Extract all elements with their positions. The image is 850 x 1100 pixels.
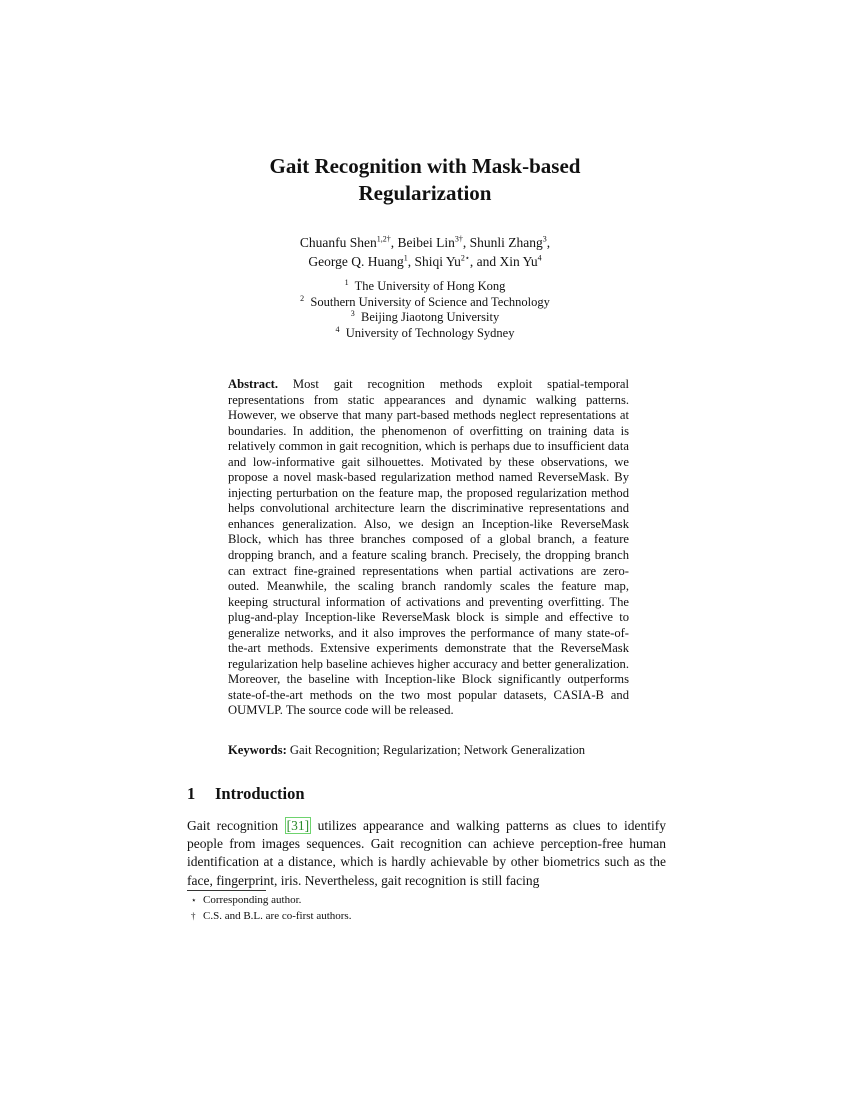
author-separator: , and <box>469 254 500 269</box>
footnotes <box>191 893 651 924</box>
title-line-1: Gait Recognition with Mask-based <box>269 154 581 178</box>
keywords-label: Keywords: <box>228 743 287 757</box>
author-name: Xin Yu <box>499 254 538 269</box>
author-separator: , <box>390 235 398 250</box>
footnote-text: C.S. and B.L. are co-first authors. <box>203 909 352 922</box>
intro-text-start: Gait recognition <box>187 818 285 833</box>
author-line-1 <box>215 233 635 252</box>
author-affil-mark: 1 <box>403 253 408 263</box>
author-name: George Q. Huang <box>308 254 404 269</box>
affiliation-number: 2 <box>300 293 305 303</box>
abstract <box>228 377 629 719</box>
author-name: Beibei Lin <box>397 235 455 250</box>
author-affil-mark: 3† <box>454 234 463 244</box>
affiliation-name: Beijing Jiaotong University <box>361 310 500 324</box>
author-line-2 <box>215 252 635 271</box>
abstract-label: Abstract. <box>228 377 279 391</box>
author-affil-mark: 4 <box>537 253 542 263</box>
footnote-text: Corresponding author. <box>203 894 302 906</box>
affiliation-number: 3 <box>350 308 355 318</box>
footnote <box>191 893 651 909</box>
abstract-text: Most gait recognition methods exploit spatial-temporal representations from static appearances and dynamic walking patterns. However, we observe that many part-based methods neglect representations at boundaries. In addition, the phenomenon of overfitting on training data is relatively common in gait recognition, which is perhaps due to insufficient data and low-informative gait silhouettes. Motivated by these observations, we propose a novel mask-based regularization method named ReverseMask. By injecting perturbation on the feature map, the proposed regularization method helps convolutional architecture learn the discriminative representations and enhances generalization. Also, we design an Inception-like ReverseMask Block, which has three branches composed of a global branch, a feature dropping branch, and a feature scaling branch. Precisely, the dropping branch can extract fine-grained representations when partial activations are zero-outed. Meanwhile, the scaling branch randomly scales the feature map, keeping structural information of activations and preventing overfitting. The plug-and-play Inception-like ReverseMask block is simple and effective to generalize networks, and it also improves the performance of many state-of-the-art methods. Extensive experiments demonstrate that the ReverseMask regularization help baseline achieves higher accuracy and better generalization. Moreover, the baseline with Inception-like Block significantly outperforms state-of-the-art methods on the two most popular datasets, CASIA-B and OUMVLP. The source code will be released. <box>228 377 630 718</box>
title-line-2: Regularization <box>358 181 492 205</box>
affiliation-list <box>215 279 635 341</box>
paper-title <box>215 153 635 207</box>
footnote-mark: ⋆ <box>191 895 197 905</box>
affiliation-number: 4 <box>335 324 340 334</box>
citation-link[interactable]: [31] <box>286 818 310 833</box>
affiliation-name: The University of Hong Kong <box>354 279 506 293</box>
affiliation <box>215 326 635 342</box>
footnote <box>191 909 651 925</box>
author-name: Shunli Zhang <box>469 235 543 250</box>
author-list <box>215 233 635 271</box>
author-affil-mark: 1,2† <box>376 234 391 244</box>
affiliation-number: 1 <box>344 277 349 287</box>
keywords-text: Gait Recognition; Regularization; Network Generalization <box>289 743 586 757</box>
footnote-mark: † <box>191 910 196 921</box>
author-separator: , <box>462 235 470 250</box>
intro-paragraph <box>187 817 666 890</box>
author-name: Shiqi Yu <box>414 254 461 269</box>
footnote-rule <box>187 890 266 891</box>
affiliation-name: University of Technology Sydney <box>345 325 515 340</box>
author-name: Chuanfu Shen <box>299 235 377 250</box>
author-affil-mark: 2⋆ <box>460 253 470 263</box>
author-separator: , <box>407 254 415 269</box>
affiliation-name: Southern University of Science and Technology <box>310 294 550 309</box>
intro-text-rest: utilizes appearance and walking patterns as clues to identify people from images sequences. Gait recognition can achieve perception-free human identification at a distance, which is hardly achievable by other biometrics such as the face, fingerprint, iris. Nevertheless, gait recognition is still facing <box>187 818 666 888</box>
section-heading <box>187 784 305 804</box>
author-affil-mark: 3 <box>542 234 547 244</box>
affiliation <box>215 279 635 295</box>
affiliation <box>215 310 635 326</box>
author-separator: , <box>546 235 551 250</box>
affiliation <box>215 295 635 311</box>
section-title: Introduction <box>215 784 305 803</box>
keywords <box>228 743 648 759</box>
section-number: 1 <box>187 784 196 803</box>
